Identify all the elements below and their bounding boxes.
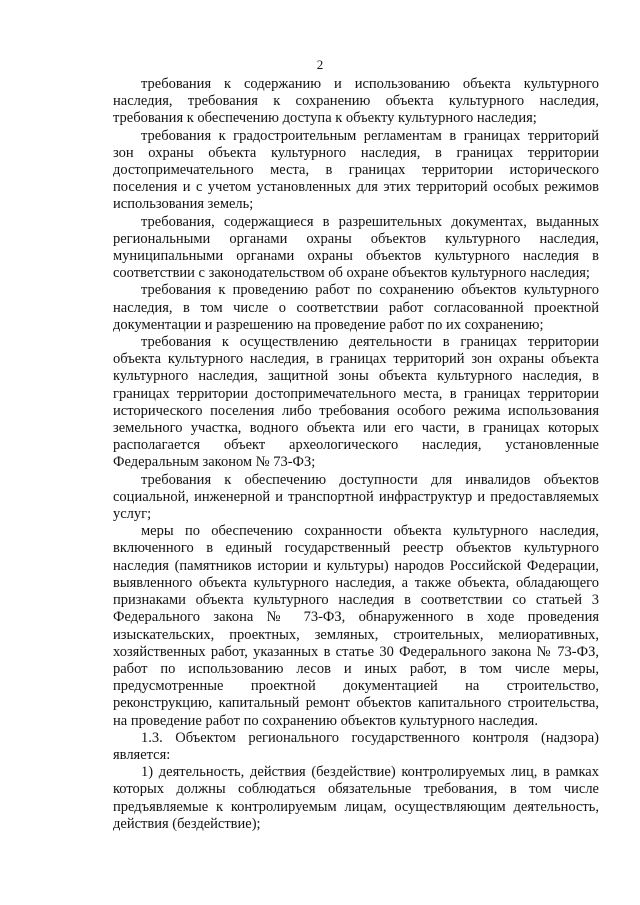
paragraph: 1) деятельность, действия (бездействие) контролируемых лиц, в рамках которых должны соблюдаться обязательные требования, в том числе предъявляемые к контролируемым лицам, осуществляющим деятельность, действия (бездействие); <box>113 764 599 832</box>
paragraph: меры по обеспечению сохранности объекта культурного наследия, включенного в единый государственный реестр объектов культурного наследия (памятников истории и культуры) народов Российской Федерации, выявленного объекта культурного наследия, а также объекта, обладающего признаками объекта культурного наследия в соответствии со статьей 3 Федерального закона № 73-ФЗ, обнаруженного в ходе проведения изыскательских, проектных, земляных, строительных, мелиоративных, хозяйственных работ, указанных в статье 30 Федерального закона № 73-ФЗ, работ по использованию лесов и иных работ, в том числе меры, предусмотренные проектной документацией на строительство, реконструкцию, капитальный ремонт объектов капитального строительства, на проведение работ по сохранению объектов культурного наследия. <box>113 523 599 729</box>
paragraph: требования к градостроительным регламентам в границах территорий зон охраны объекта культурного наследия, в границах территории достопримечательного места, в границах территории исторического поселения и с учетом установленных для этих территорий особых режимов использования земель; <box>113 127 599 213</box>
paragraph: требования к проведению работ по сохранению объектов культурного наследия, в том числе о соответствии работ согласованной проектной документации и разрешению на проведение работ по их сохранению; <box>113 282 599 333</box>
paragraph: требования к осуществлению деятельности в границах территории объекта культурного наследия, в границах территорий зон охраны объекта культурного наследия, защитной зоны объекта культурного наследия, в границах территории достопримечательного места, в границах территории исторического поселения либо требования особого режима использования земельного участка, водного объекта или его части, в границах которых располагается объект археологического наследия, установленные Федеральным законом № 73-ФЗ; <box>113 334 599 471</box>
paragraph: требования к обеспечению доступности для инвалидов объектов социальной, инженерной и транспортной инфраструктур и предоставляемых услуг; <box>113 471 599 523</box>
document-body <box>113 76 599 833</box>
paragraph: требования, содержащиеся в разрешительных документах, выданных региональными органами охраны объектов культурного наследия, муниципальными органами охраны объектов культурного наследия в соответствии с законодательством об охране объектов культурного наследия; <box>113 213 599 282</box>
page-number: 2 <box>316 57 324 72</box>
paragraph: 1.3. Объектом регионального государственного контроля (надзора) является: <box>113 729 599 763</box>
paragraph: требования к содержанию и использованию объекта культурного наследия, требования к сохранению объекта культурного наследия, требования к обеспечению доступа к объекту культурного наследия; <box>113 76 599 127</box>
